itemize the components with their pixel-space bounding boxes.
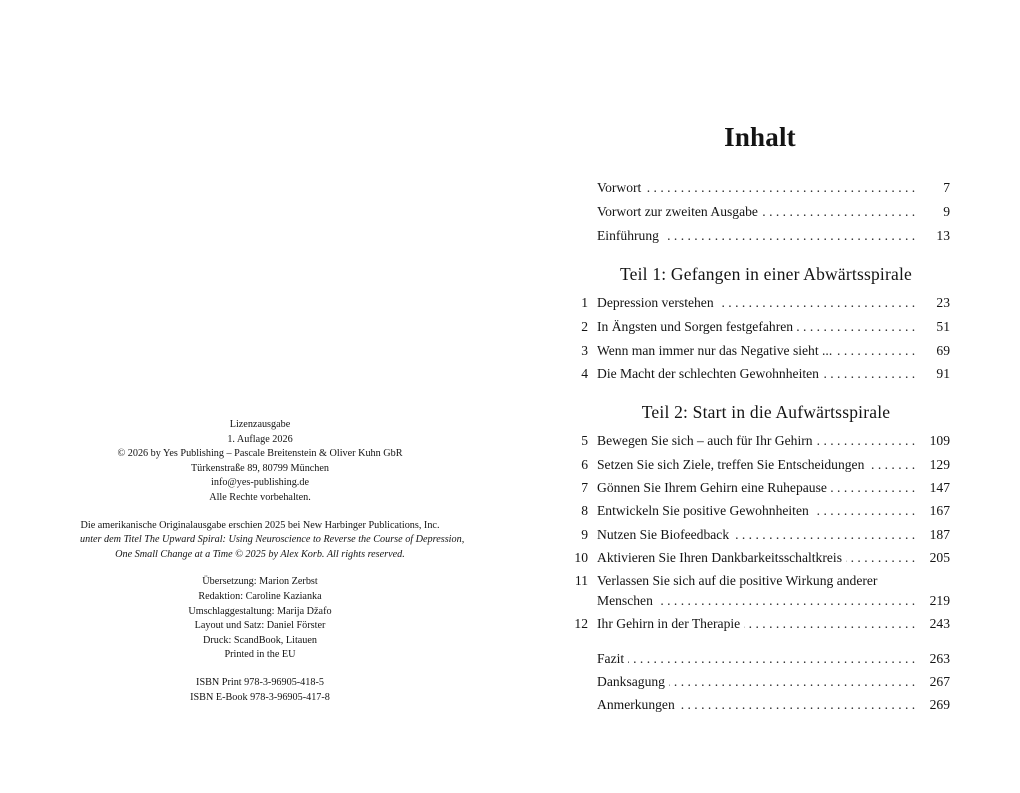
imprint-line: 1. Auflage 2026 bbox=[227, 433, 293, 445]
toc-entry[interactable] bbox=[560, 180, 950, 202]
imprint-line: © 2026 by Yes Publishing – Pascale Breitenstein & Oliver Kuhn GbR bbox=[117, 448, 403, 460]
imprint-line: ISBN Print 978-3-96905-418-5 bbox=[196, 676, 324, 688]
chapter-number: 11 bbox=[574, 573, 588, 588]
chapter-number: 8 bbox=[581, 503, 588, 518]
chapter-number: 1 bbox=[581, 295, 588, 310]
toc-entry-page: 13 bbox=[917, 228, 950, 244]
toc-entry[interactable] bbox=[560, 480, 950, 502]
toc-entry-page: 205 bbox=[917, 550, 950, 566]
toc-entry[interactable] bbox=[560, 319, 950, 341]
imprint-line: unter dem Titel The Upward Spiral: Using Neuroscience to Reverse the Course of Depression, bbox=[80, 534, 465, 546]
toc-entry-title: Anmerkungen bbox=[597, 697, 679, 713]
chapter-number: 12 bbox=[574, 616, 588, 631]
toc-entry-title: Entwickeln Sie positive Gewohnheiten bbox=[597, 503, 813, 519]
imprint-line: Lizenzausgabe bbox=[229, 419, 291, 430]
imprint-line: Printed in the EU bbox=[224, 649, 296, 661]
toc-entry[interactable] bbox=[560, 366, 950, 388]
toc-entry[interactable] bbox=[560, 616, 950, 638]
imprint-line: Druck: ScandBook, Litauen bbox=[202, 634, 318, 646]
toc-entry[interactable] bbox=[560, 204, 950, 226]
toc-entry-page: 187 bbox=[917, 527, 950, 543]
toc-entry-title: In Ängsten und Sorgen festgefahren bbox=[597, 319, 797, 335]
toc-entry-page: 263 bbox=[917, 651, 950, 667]
toc-title: Inhalt bbox=[724, 122, 796, 152]
toc-entry-page: 269 bbox=[917, 697, 950, 713]
toc-entry-page: 9 bbox=[917, 204, 950, 220]
toc-entry-page: 91 bbox=[917, 366, 950, 382]
toc-entry-title: Einführung bbox=[597, 228, 663, 244]
chapter-number: 9 bbox=[581, 527, 588, 542]
toc-entry-title: Bewegen Sie sich – auch für Ihr Gehirn bbox=[597, 433, 817, 449]
chapter-number: 7 bbox=[581, 480, 588, 495]
toc-entry[interactable] bbox=[560, 550, 950, 572]
leader-dots bbox=[597, 651, 922, 667]
imprint-line: Redaktion: Caroline Kazianka bbox=[198, 590, 322, 602]
part-heading: Teil 2: Start in die Aufwärtsspirale bbox=[641, 402, 891, 422]
toc-entry[interactable] bbox=[560, 503, 950, 525]
toc-entry[interactable] bbox=[560, 651, 950, 673]
toc-entry-title: Vorwort bbox=[597, 180, 645, 196]
chapter-number: 6 bbox=[581, 457, 588, 472]
part-heading: Teil 1: Gefangen in einer Abwärtsspirale bbox=[619, 264, 913, 284]
toc-entry-page: 129 bbox=[917, 457, 950, 473]
toc-entry-page: 243 bbox=[917, 616, 950, 632]
imprint-line: Übersetzung: Marion Zerbst bbox=[202, 576, 318, 588]
toc-entry-title: Verlassen Sie sich auf die positive Wirkung anderer bbox=[597, 573, 881, 589]
imprint-line: Die amerikanische Originalausgabe erschien 2025 bei New Harbinger Publications, Inc. bbox=[80, 519, 440, 531]
toc-entry-title: Wenn man immer nur das Negative sieht ... bbox=[597, 343, 836, 359]
toc-entry-title: Vorwort zur zweiten Ausgabe bbox=[597, 204, 762, 220]
toc-entry-page: 23 bbox=[917, 295, 950, 311]
toc-entry-title: Ihr Gehirn in der Therapie bbox=[597, 616, 744, 632]
imprint-line: Layout und Satz: Daniel Förster bbox=[194, 620, 326, 632]
toc-entry[interactable] bbox=[560, 527, 950, 549]
leader-dots bbox=[597, 180, 922, 196]
toc-entry-title: Aktivieren Sie Ihren Dankbarkeitsschaltkreis bbox=[597, 550, 846, 566]
toc-entry-page: 109 bbox=[917, 433, 950, 449]
toc-entry[interactable] bbox=[560, 674, 950, 696]
toc-entry-title: Fazit bbox=[597, 651, 628, 667]
toc-entry-page: 69 bbox=[917, 343, 950, 359]
toc-entry-title: Die Macht der schlechten Gewohnheiten bbox=[597, 366, 823, 382]
chapter-number: 4 bbox=[581, 366, 588, 381]
chapter-number: 5 bbox=[581, 433, 588, 448]
toc-entry-title: Setzen Sie sich Ziele, treffen Sie Entscheidungen bbox=[597, 457, 868, 473]
imprint bbox=[80, 418, 465, 705]
chapter-number: 10 bbox=[574, 550, 588, 565]
imprint-line: One Small Change at a Time © 2025 by Alex Korb. All rights reserved. bbox=[115, 548, 405, 560]
toc-entry[interactable] bbox=[560, 457, 950, 479]
toc-entry-page: 219 bbox=[917, 593, 950, 609]
toc-entry[interactable] bbox=[560, 433, 950, 455]
toc-entry-title: Danksagung bbox=[597, 674, 669, 690]
imprint-line: Türkenstraße 89, 80799 München bbox=[190, 462, 330, 474]
toc-entry-page: 147 bbox=[917, 480, 950, 496]
imprint-line: Alle Rechte vorbehalten. bbox=[209, 491, 311, 503]
toc-entry-title-continued: Menschen bbox=[597, 593, 657, 609]
toc-entry[interactable] bbox=[560, 573, 950, 617]
toc-entry-page: 7 bbox=[917, 180, 950, 196]
toc-entry[interactable] bbox=[560, 228, 950, 250]
toc-entry[interactable] bbox=[560, 295, 950, 317]
toc-entry[interactable] bbox=[560, 343, 950, 365]
imprint-line: info@yes-publishing.de bbox=[211, 477, 309, 489]
toc-entry-title: Gönnen Sie Ihrem Gehirn eine Ruhepause bbox=[597, 480, 831, 496]
toc-entry-title: Depression verstehen bbox=[597, 295, 718, 311]
toc-entry-page: 51 bbox=[917, 319, 950, 335]
chapter-number: 2 bbox=[581, 319, 588, 334]
toc-entry-title: Nutzen Sie Biofeedback bbox=[597, 527, 733, 543]
toc-entry-page: 267 bbox=[917, 674, 950, 690]
toc-entry-page: 167 bbox=[917, 503, 950, 519]
chapter-number: 3 bbox=[581, 343, 588, 358]
imprint-line: Umschlaggestaltung: Marija Džafo bbox=[188, 605, 332, 617]
toc-entry[interactable] bbox=[560, 697, 950, 719]
imprint-line: ISBN E-Book 978-3-96905-417-8 bbox=[190, 691, 330, 703]
